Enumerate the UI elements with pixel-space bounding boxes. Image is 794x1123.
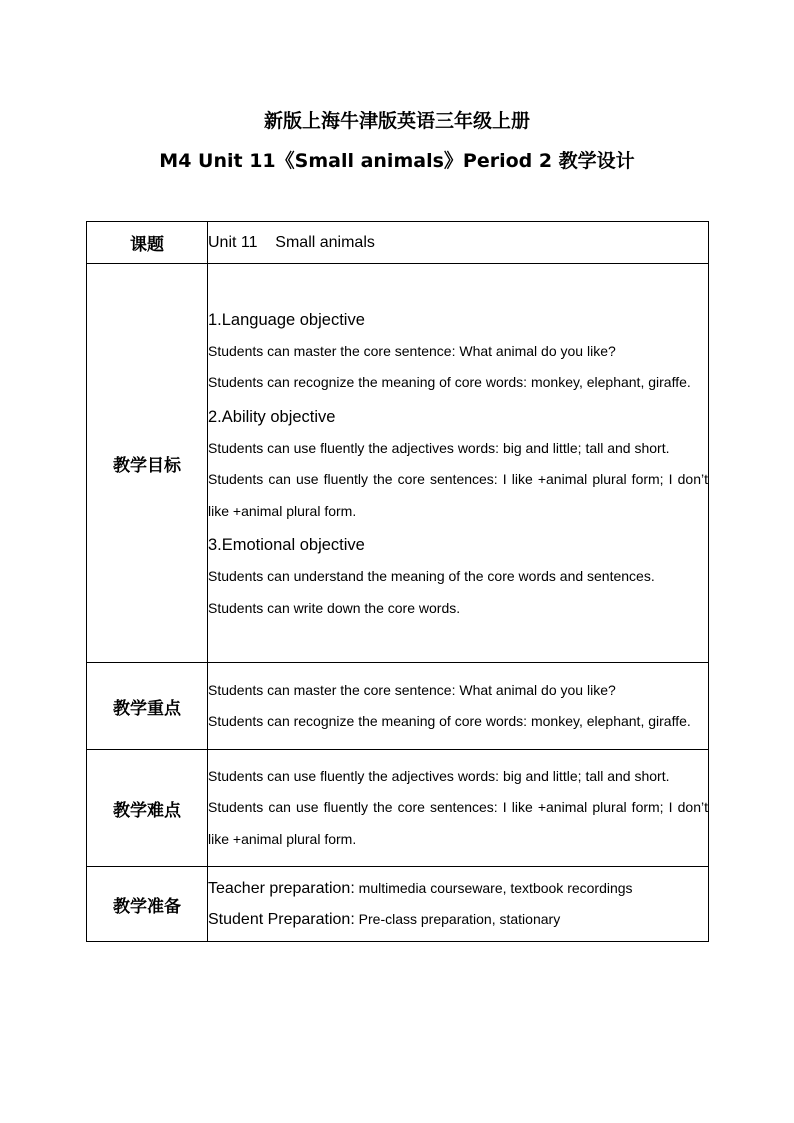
emotional-objective-line: Students can write down the core words. [208, 599, 461, 616]
difficult-point-line: Students can use fluently the core sentences: I like +animal plural form; I don’t like +animal plural form. [208, 799, 708, 847]
emotional-objective-heading: 3.Emotional objective [208, 536, 365, 555]
document-title: 新版上海牛津版英语三年级上册 [263, 110, 530, 132]
key-point-line: Students can master the core sentence: What animal do you like? [208, 681, 616, 698]
student-preparation-value: Pre-class preparation, stationary [354, 911, 561, 927]
teacher-preparation-value: multimedia courseware, textbook recordings [354, 879, 633, 896]
language-objective-line: Students can recognize the meaning of core words: monkey, elephant, giraffe. [208, 374, 691, 391]
table-row-objectives [87, 264, 709, 663]
table-row-topic [87, 222, 709, 264]
objectives-content [208, 264, 709, 663]
topic-label: 课题 [87, 222, 208, 264]
ability-objective-line: Students can use fluently the core sentences: I like +animal plural form; I don’t like +animal plural form. [208, 471, 708, 519]
table-row-key-points [87, 663, 709, 750]
preparation-content [208, 867, 709, 942]
ability-objective-heading: 2.Ability objective [208, 407, 336, 426]
language-objective-line: Students can master the core sentence: What animal do you like? [208, 342, 616, 359]
difficult-point-line: Students can use fluently the adjectives words: big and little; tall and short. [208, 767, 670, 784]
student-preparation-label: Student Preparation: [208, 911, 355, 928]
objectives-label: 教学目标 [87, 264, 208, 663]
teacher-preparation-line [208, 873, 708, 905]
difficult-points-content [208, 750, 709, 867]
difficult-points-label: 教学难点 [87, 750, 208, 867]
document-subtitle: M4 Unit 11《Small animals》Period 2 教学设计 [159, 150, 635, 172]
table-row-preparation [87, 867, 709, 942]
table-row-difficult-points [87, 750, 709, 867]
ability-objective-line: Students can use fluently the adjectives words: big and little; tall and short. [208, 439, 670, 456]
teacher-preparation-label: Teacher preparation: [208, 879, 355, 897]
preparation-label: 教学准备 [87, 867, 208, 942]
key-point-line: Students can recognize the meaning of core words: monkey, elephant, giraffe. [208, 713, 691, 729]
language-objective-heading: 1.Language objective [208, 310, 365, 329]
topic-value: Unit 11 Small animals [208, 222, 709, 264]
emotional-objective-line: Students can understand the meaning of the core words and sentences. [208, 568, 655, 585]
lesson-plan-table [86, 221, 709, 942]
key-points-content [208, 663, 709, 750]
student-preparation-line [208, 904, 708, 936]
key-points-label: 教学重点 [87, 663, 208, 750]
